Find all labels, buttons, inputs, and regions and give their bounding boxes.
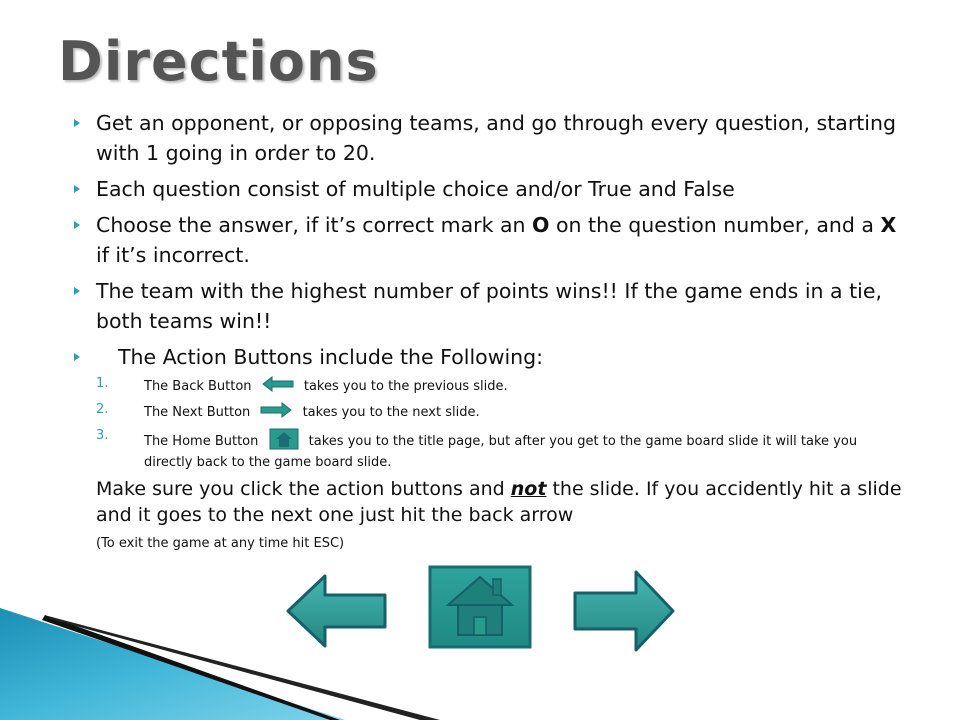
item-desc: takes you to the previous slide. — [303, 379, 508, 394]
bullet-text: Get an opponent, or opposing teams, and go through every question, starting with 1 going in order to 20. — [96, 111, 896, 165]
directions-list — [72, 108, 902, 551]
item-name: The Home Button — [144, 434, 259, 449]
click-note — [72, 476, 902, 528]
choose-text-b: on the question number, and a — [549, 213, 881, 237]
bullet-text: The team with the highest number of points wins!! If the game ends in a tie, both teams win!! — [96, 279, 882, 333]
bullet-arrow-icon — [74, 185, 80, 193]
bullet-arrow-icon — [74, 353, 80, 361]
back-arrow-small-icon — [262, 376, 294, 397]
home-small-icon — [269, 428, 299, 455]
bullet-choose-answer — [72, 210, 902, 270]
slide-title: Directions — [58, 30, 379, 93]
mark-o: O — [532, 213, 550, 237]
item-desc: takes you to the next slide. — [302, 405, 480, 420]
bullet-opponent — [72, 108, 902, 168]
list-item-home — [96, 428, 902, 471]
bullet-winner — [72, 276, 902, 336]
note-emphasis: not — [510, 478, 547, 500]
item-name: The Back Button — [144, 379, 252, 394]
home-icon — [428, 565, 532, 649]
bullet-question-type — [72, 174, 902, 204]
mark-x: X — [880, 213, 897, 237]
item-name: The Next Button — [144, 405, 251, 420]
bullet-arrow-icon — [74, 119, 80, 127]
bullet-text: Each question consist of multiple choice and/or True and False — [96, 177, 735, 201]
bullet-arrow-icon — [74, 221, 80, 229]
note-text-b: the slide. If you accidently hit a slide and it goes to the next one just hit the back arrow — [96, 478, 902, 526]
item-number: 1. — [96, 376, 109, 391]
decorative-stripe — [0, 600, 440, 720]
list-item-back — [96, 376, 902, 397]
list-item-next — [96, 402, 902, 423]
bullet-action-buttons — [72, 342, 902, 372]
next-button[interactable] — [572, 569, 676, 657]
home-button[interactable] — [428, 565, 532, 653]
choose-text-c: if it’s incorrect. — [96, 243, 250, 267]
choose-text-a: Choose the answer, if it’s correct mark an — [96, 213, 533, 237]
item-number: 3. — [96, 428, 109, 443]
exit-note: (To exit the game at any time hit ESC) — [96, 536, 345, 551]
item-number: 2. — [96, 402, 109, 417]
item-desc: takes you to the title page, but after you get to the game board slide it will take you directly back to the game board slide. — [144, 434, 858, 470]
action-button-list — [96, 376, 902, 471]
bullet-arrow-icon — [74, 287, 80, 295]
next-arrow-small-icon — [260, 402, 292, 423]
note-text-a: Make sure you click the action buttons and — [96, 478, 511, 500]
action-heading: The Action Buttons include the Following: — [118, 345, 544, 369]
next-arrow-icon — [572, 569, 676, 653]
